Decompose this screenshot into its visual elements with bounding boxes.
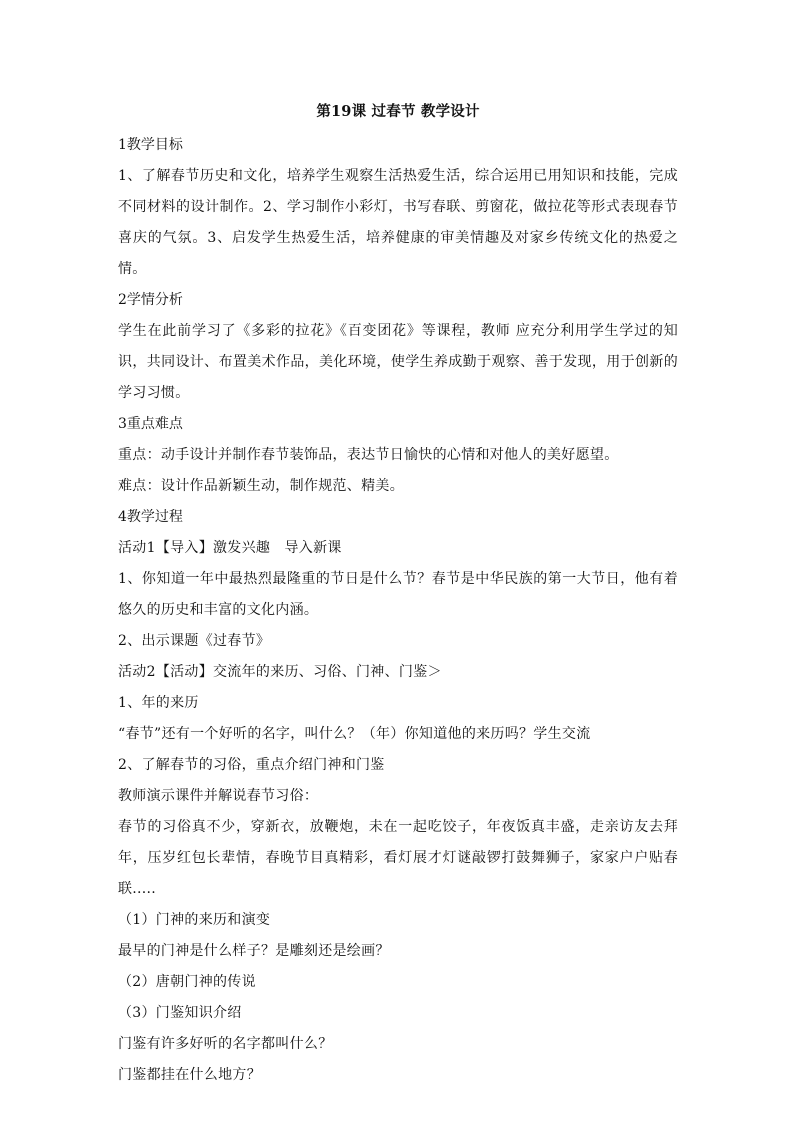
- teacher-demo-line: 教师演示课件并解说春节习俗：: [118, 788, 319, 804]
- activity-1-topic-line: 2、出示课题《过春节》: [118, 633, 271, 649]
- activity-1-heading: 活动1【导入】激发兴趣 导入新课: [118, 540, 342, 556]
- customs-intro-line: 2、了解春节的习俗，重点介绍门神和门鉴: [118, 757, 385, 773]
- section-heading-learner-analysis: 2学情分析: [118, 292, 183, 308]
- door-mirror-intro-line: （3）门鉴知识介绍: [118, 1005, 242, 1021]
- door-mirror-location-line: 门鉴都挂在什么地方？: [118, 1067, 261, 1083]
- learner-analysis-paragraph: 学生在此前学习了《多彩的拉花》《百变团花》等课程，教师 应充分利用学生学过的知识，共同设计、布置美术作品，美化环境，使学生养成勤于观察、善于发现，用于创新的学习习惯。: [118, 323, 678, 401]
- door-god-question-line: 最早的门神是什么样子？是雕刻还是绘画？: [118, 943, 390, 959]
- nian-origin-line: 1、年的来历: [118, 695, 199, 711]
- document-body: [118, 100, 678, 1091]
- difficulty-line: 难点：设计作品新颖生动，制作规范、精美。: [118, 478, 404, 494]
- tang-legend-line: （2）唐朝门神的传说: [118, 974, 256, 990]
- door-mirror-names-line: 门鉴有许多好听的名字都叫什么？: [118, 1036, 333, 1052]
- section-heading-key-points: 3重点难点: [118, 416, 183, 432]
- nian-question-line: “春节”还有一个好听的名字，叫什么？（年）你知道他的来历吗？学生交流: [118, 726, 591, 742]
- customs-paragraph: 春节的习俗真不少，穿新衣，放鞭炮，未在一起吃饺子，年夜饭真丰盛，走亲访友去拜年，压岁红包长辈情，春晚节目真精彩，看灯展才灯谜敲锣打鼓舞狮子，家家户户贴春联.....: [118, 819, 678, 897]
- objectives-paragraph: 1、了解春节历史和文化，培养学生观察生活热爱生活，综合运用已用知识和技能，完成不同材料的设计制作。2、学习制作小彩灯，书写春联、剪窗花，做拉花等形式表现春节喜庆的气氛。3、启发学生热爱生活，培养健康的审美情趣及对家乡传统文化的热爱之情。: [118, 168, 678, 277]
- key-point-line: 重点：动手设计并制作春节装饰品，表达节日愉快的心情和对他人的美好愿望。: [118, 447, 619, 463]
- activity-2-heading: 活动2【活动】交流年的来历、习俗、门神、门鉴＞: [118, 664, 442, 680]
- door-god-origin-line: （1）门神的来历和演变: [118, 912, 271, 928]
- document-title: 第19课 过春节 教学设计: [316, 103, 480, 120]
- section-heading-objectives: 1教学目标: [118, 137, 183, 153]
- section-heading-process: 4教学过程: [118, 509, 183, 525]
- activity-1-question-paragraph: 1、你知道一年中最热烈最隆重的节日是什么节？春节是中华民族的第一大节日，他有着悠久的历史和丰富的文化内涵。: [118, 571, 678, 618]
